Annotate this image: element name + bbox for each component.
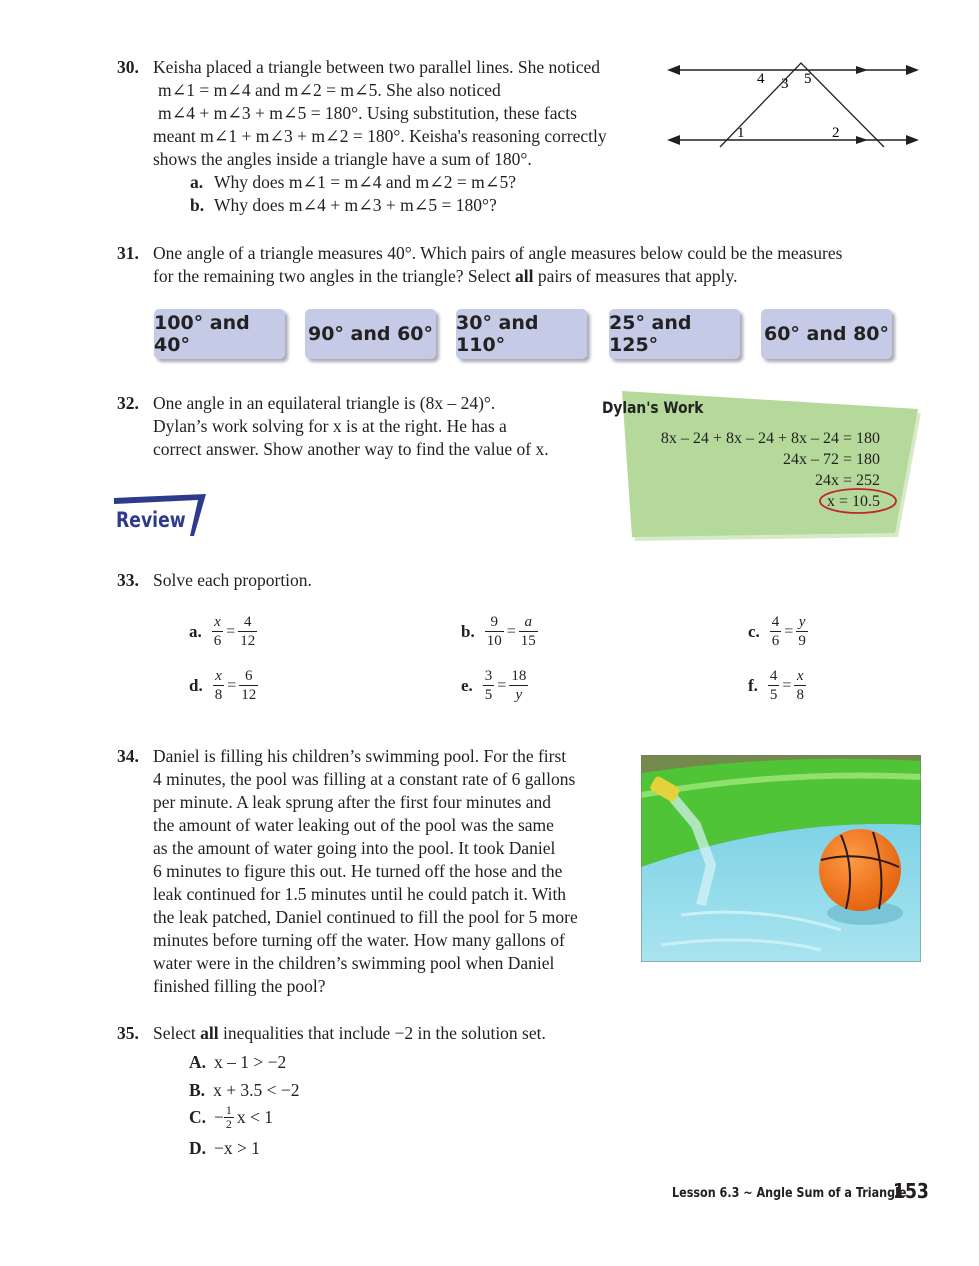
pool-photo	[641, 755, 921, 962]
q30-line3: m∠4 + m∠3 + m∠5 = 180°. Using substitution, these facts	[158, 103, 577, 123]
angle-label-3: 3	[781, 76, 789, 92]
option-c[interactable]: C. − $\frac{1}{2}$ x < 1	[189, 1103, 274, 1131]
proportion-item: d. $\frac{x}{8}$ = $\frac{6}{12}$	[189, 668, 257, 703]
q30-a-text: Why does m∠1 = m∠4 and m∠2 = m∠5?	[214, 172, 516, 192]
q33-prompt: Solve each proportion.	[153, 570, 312, 590]
answer-choice[interactable]: 25° and 125°	[609, 309, 740, 359]
work-line: x = 10.5	[826, 493, 880, 510]
q35-number: 35.	[117, 1023, 139, 1043]
triangle-sides	[720, 63, 884, 147]
q32-line3: correct answer. Show another way to find the value of x.	[153, 439, 549, 459]
footer-lesson: Lesson 6.3 ~ Angle Sum of a Triangle	[672, 1186, 907, 1201]
parallel-lines-diagram	[660, 55, 925, 150]
work-line: 24x – 72 = 180	[782, 451, 880, 468]
proportion-item: b. $\frac{9}{10}$ = $\frac{a}{15}$	[461, 614, 536, 649]
proportion-item: a. $\frac{x}{6}$ = $\frac{4}{12}$	[189, 614, 256, 649]
q30-b-label: b.	[190, 195, 205, 215]
option-a[interactable]: A. x – 1 > −2	[189, 1052, 287, 1072]
q32-line2: Dylan’s work solving for x is at the right. He has a	[153, 416, 507, 436]
q32-number: 32.	[117, 393, 139, 413]
arrow-mid-bottom-icon	[856, 136, 868, 144]
q31-number: 31.	[117, 243, 139, 263]
proportion-item: f. $\frac{4}{5}$ = $\frac{x}{8}$	[748, 668, 804, 703]
q30-line2: m∠1 = m∠4 and m∠2 = m∠5. She also noticed	[158, 80, 501, 100]
arrow-left-top-icon	[667, 65, 680, 75]
arrow-right-bottom-icon	[906, 135, 919, 145]
arrow-left-bottom-icon	[667, 135, 680, 145]
q30-line5: shows the angles inside a triangle have a sum of 180°.	[153, 149, 532, 169]
q30-line4: meant m∠1 + m∠3 + m∠2 = 180°. Keisha's reasoning correctly	[153, 126, 607, 146]
dylans-work-title: Dylan's Work	[602, 398, 704, 417]
q34-paragraph: Daniel is filling his children’s swimming pool. For the first 4 minutes, the pool was filling at a constant rate of 6 gallons per minute. A leak sprung after the first four minutes and the amount of water leaking out of the pool was the same as the amount of water going into the pool. It took Daniel 6 minutes to figure this out. He turned off the hose and the leak continued for 1.5 minutes until he could patch it. With the leak patched, Daniel continued to fill the pool for 5 more minutes before turning off the water. How many gallons of water were in the children’s swimming pool when Daniel finished filling the pool?	[153, 746, 578, 996]
answer-choice[interactable]: 100° and 40°	[154, 309, 285, 359]
work-line: 8x – 24 + 8x – 24 + 8x – 24 = 180	[660, 430, 880, 447]
proportion-item: e. $\frac{3}{5}$ = $\frac{18}{y}$	[461, 668, 527, 703]
option-d[interactable]: D. −x > 1	[189, 1138, 261, 1158]
q31-line1: One angle of a triangle measures 40°. Which pairs of angle measures below could be the measures	[153, 243, 843, 263]
angle-label-2: 2	[832, 125, 840, 141]
angle-label-1: 1	[737, 125, 745, 141]
q31-line2: for the remaining two angles in the triangle? Select all pairs of measures that apply.	[153, 266, 738, 286]
angle-label-4: 4	[757, 71, 765, 87]
q34-number: 34.	[117, 746, 139, 766]
q30-line1: Keisha placed a triangle between two parallel lines. She noticed	[153, 57, 601, 77]
q35-prompt: Select all inequalities that include −2 in the solution set.	[153, 1023, 546, 1043]
review-title: Review	[116, 508, 186, 532]
answer-choice[interactable]: 30° and 110°	[456, 309, 587, 359]
work-line: 24x = 252	[814, 472, 880, 489]
arrow-right-top-icon	[906, 65, 919, 75]
answer-choice[interactable]: 90° and 60°	[305, 309, 436, 359]
arrow-mid-top-icon	[856, 66, 868, 74]
q30-b-text: Why does m∠4 + m∠3 + m∠5 = 180°?	[214, 195, 497, 215]
page-number: 153	[893, 1179, 929, 1203]
q30-a-label: a.	[190, 172, 204, 192]
option-b[interactable]: B. x + 3.5 < −2	[189, 1080, 300, 1100]
angle-label-5: 5	[804, 71, 812, 87]
q32-line1: One angle in an equilateral triangle is (8x – 24)°.	[153, 393, 496, 413]
q33-number: 33.	[117, 570, 139, 590]
answer-choice[interactable]: 60° and 80°	[761, 309, 892, 359]
q30-number: 30.	[117, 57, 139, 77]
proportion-item: c. $\frac{4}{6}$ = $\frac{y}{9}$	[748, 614, 806, 649]
dylans-work-lines	[620, 428, 880, 512]
